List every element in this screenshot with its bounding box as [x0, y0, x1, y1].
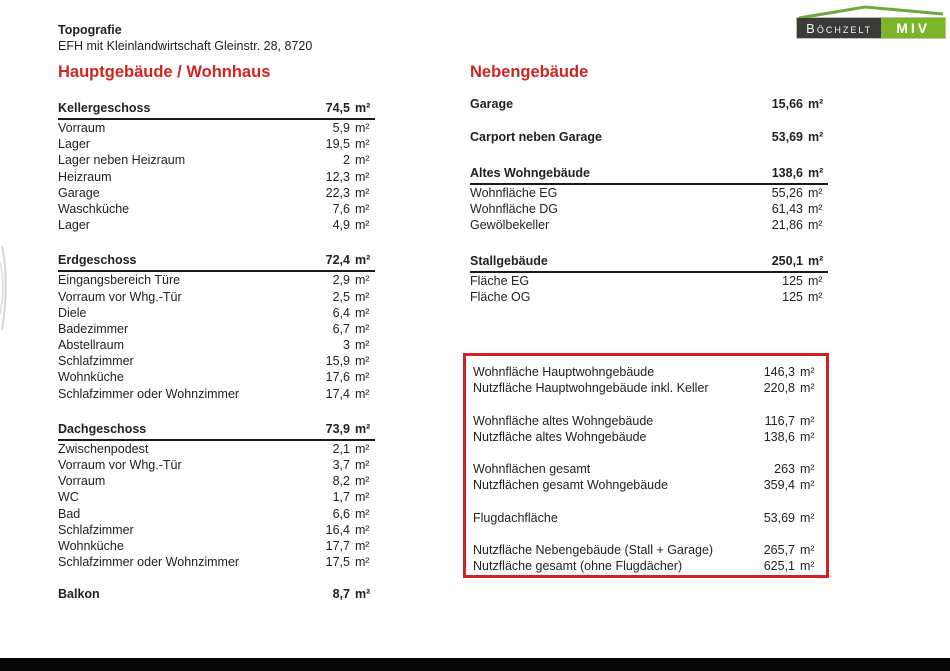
scan-artifact-strokes: [0, 244, 12, 334]
summary-box: [463, 353, 829, 578]
row-label: Wohnfläche DG: [470, 202, 559, 217]
unit-label: m²: [355, 370, 370, 385]
summary-row: [473, 413, 822, 429]
table-row: [58, 554, 375, 570]
outbuildings-column: [470, 63, 828, 305]
section-label: Erdgeschoss: [58, 253, 137, 268]
row-label: WC: [58, 490, 79, 505]
row-value: 8,2: [332, 474, 350, 489]
table-row: [58, 386, 375, 402]
section-total-value: 250,1: [771, 253, 803, 268]
row-label: Nutzfläche gesamt (ohne Flugdächer): [473, 559, 683, 574]
table-row: [58, 538, 375, 554]
table-row: [58, 489, 375, 505]
row-label: Eingangsbereich Türe: [58, 273, 181, 288]
table-row: [58, 201, 375, 217]
row-label: Bad: [58, 506, 81, 521]
table-row: [58, 522, 375, 538]
row-label: Garage: [470, 97, 514, 111]
unit-label: m²: [800, 543, 815, 558]
row-value: 1,7: [332, 490, 350, 505]
row-value: 138,6: [763, 429, 795, 444]
section-header-row: [58, 101, 375, 120]
area-section: [58, 101, 375, 233]
row-value: 359,4: [763, 478, 795, 493]
summary-row: [473, 461, 822, 477]
row-value: 2: [343, 153, 350, 168]
unit-label: m²: [800, 365, 815, 379]
unit-label: m²: [355, 386, 370, 401]
unit-label: m²: [808, 130, 824, 144]
table-row: [58, 321, 375, 337]
logo-bar: [797, 18, 945, 38]
unit-label: m²: [355, 354, 370, 369]
row-value: 263: [774, 462, 795, 477]
row-value: 3,7: [332, 458, 350, 472]
row-label: Wohnflächen gesamt: [473, 462, 591, 477]
logo-text-boechzelt: Böchzelt: [797, 18, 881, 38]
section-header-row: [58, 253, 375, 272]
row-label: Lager neben Heizraum: [58, 153, 186, 168]
row-value: 220,8: [763, 381, 795, 396]
table-row: [470, 217, 828, 233]
row-value: 4,9: [332, 218, 350, 233]
row-label: Lager: [58, 137, 90, 152]
row-value: 5,9: [332, 121, 350, 135]
unit-label: m²: [355, 253, 371, 268]
table-row: [58, 473, 375, 489]
unit-label: m²: [355, 305, 370, 320]
doc-header: [58, 22, 312, 55]
unit-label: m²: [355, 421, 371, 436]
unit-label: m²: [355, 587, 371, 602]
balcony-row: [58, 586, 375, 603]
row-label: Wohnfläche Hauptwohngebäude: [473, 365, 655, 379]
row-label: Vorraum vor Whg.-Tür: [58, 289, 182, 304]
standalone-row: [470, 129, 828, 146]
section-header-row: [470, 254, 828, 273]
row-label: Wohnfläche altes Wohngebäude: [473, 413, 654, 428]
row-value: 17,7: [325, 538, 350, 553]
doc-title: Topografie: [58, 23, 122, 37]
row-label: Fläche OG: [470, 289, 531, 304]
row-label: Vorraum: [58, 121, 106, 135]
row-value: 125: [782, 273, 803, 288]
row-value: 625,1: [763, 559, 795, 574]
row-value: 6,4: [332, 305, 350, 320]
unit-label: m²: [355, 153, 370, 168]
row-value: 146,3: [763, 365, 795, 379]
section-rows: [58, 120, 375, 233]
doc-subtitle: EFH mit Kleinlandwirtschaft Gleinstr. 28, 8720: [58, 39, 313, 53]
standalone-row: [470, 96, 828, 113]
row-value: 8,7: [332, 587, 350, 602]
unit-label: m²: [355, 101, 371, 115]
row-label: Nutzfläche altes Wohngebäude: [473, 429, 647, 444]
row-label: Schlafzimmer oder Wohnzimmer: [58, 555, 240, 570]
unit-label: m²: [355, 201, 370, 216]
row-value: 2,9: [332, 273, 350, 288]
unit-label: m²: [355, 474, 370, 489]
row-label: Zwischenpodest: [58, 441, 149, 456]
unit-label: m²: [800, 413, 815, 428]
summary-row: [473, 510, 822, 526]
unit-label: m²: [808, 166, 824, 180]
row-label: Nutzfläche Nebengebäude (Stall + Garage): [473, 543, 714, 558]
row-label: Carport neben Garage: [470, 130, 602, 144]
row-label: Flugdachfläche: [473, 510, 558, 525]
row-label: Wohnküche: [58, 370, 124, 385]
unit-label: m²: [800, 381, 815, 396]
row-label: Schlafzimmer: [58, 354, 134, 369]
unit-label: m²: [355, 522, 370, 537]
row-label: Lager: [58, 218, 90, 233]
row-label: Waschküche: [58, 201, 130, 216]
section-label: Stallgebäude: [470, 253, 548, 268]
unit-label: m²: [808, 273, 823, 288]
row-label: Gewölbekeller: [470, 218, 550, 233]
row-label: Schlafzimmer: [58, 522, 134, 537]
row-value: 17,6: [325, 370, 350, 385]
unit-label: m²: [800, 478, 815, 493]
row-label: Schlafzimmer oder Wohnzimmer: [58, 386, 240, 401]
company-logo: [797, 5, 945, 38]
section-label: Dachgeschoss: [58, 421, 147, 436]
row-value: 2,5: [332, 289, 350, 304]
table-row: [58, 169, 375, 185]
row-label: Vorraum: [58, 474, 106, 489]
unit-label: m²: [355, 490, 370, 505]
summary-group: [473, 461, 822, 494]
area-section: [470, 254, 828, 305]
area-section: [58, 253, 375, 402]
summary-group: [473, 542, 822, 575]
section-total-value: 138,6: [771, 166, 803, 180]
row-value: 55,26: [771, 186, 803, 200]
table-row: [58, 506, 375, 522]
unit-label: m²: [355, 441, 370, 456]
area-section: [470, 166, 828, 234]
row-value: 3: [343, 338, 350, 353]
unit-label: m²: [800, 559, 815, 574]
unit-label: m²: [800, 462, 815, 477]
table-row: [58, 272, 375, 288]
row-value: 2,1: [332, 441, 350, 456]
outbuildings-title: Nebengebäude: [470, 63, 589, 81]
row-value: 265,7: [763, 543, 795, 558]
section-total-value: 72,4: [325, 253, 350, 268]
summary-row: [473, 380, 822, 396]
summary-row: [473, 477, 822, 493]
main-building-title: Hauptgebäude / Wohnhaus: [58, 63, 271, 81]
summary-row: [473, 364, 822, 380]
summary-row: [473, 542, 822, 558]
table-row: [58, 152, 375, 168]
unit-label: m²: [355, 185, 370, 200]
table-row: [58, 337, 375, 353]
unit-label: m²: [355, 458, 370, 472]
summary-group-rows: [473, 461, 822, 494]
unit-label: m²: [355, 555, 370, 570]
unit-label: m²: [808, 186, 823, 200]
summary-row: [473, 429, 822, 445]
section-total-value: 73,9: [325, 421, 350, 436]
section-label: Altes Wohngebäude: [470, 166, 590, 180]
unit-label: m²: [355, 506, 370, 521]
row-label: Wohnfläche EG: [470, 186, 558, 200]
section-total-value: 74,5: [325, 101, 350, 115]
row-value: 17,4: [325, 386, 350, 401]
unit-label: m²: [808, 202, 823, 217]
row-value: 12,3: [325, 169, 350, 184]
area-section: [58, 422, 375, 571]
row-label: Nutzfläche Hauptwohngebäude inkl. Keller: [473, 381, 709, 396]
table-row: [58, 369, 375, 385]
summary-group: [473, 510, 822, 526]
summary-group: [473, 364, 822, 397]
row-label: Vorraum vor Whg.-Tür: [58, 458, 182, 472]
main-building-column: [58, 63, 375, 603]
row-value: 19,5: [325, 137, 350, 152]
row-label: Wohnküche: [58, 538, 124, 553]
table-row: [58, 217, 375, 233]
row-value: 6,7: [332, 321, 350, 336]
row-label: Heizraum: [58, 169, 112, 184]
section-rows: [58, 441, 375, 571]
unit-label: m²: [355, 218, 370, 233]
row-value: 53,69: [763, 510, 795, 525]
unit-label: m²: [808, 253, 824, 268]
summary-groups: [473, 364, 822, 575]
table-row: [470, 289, 828, 305]
section-rows: [470, 185, 828, 234]
row-value: 22,3: [325, 185, 350, 200]
table-row: [58, 120, 375, 136]
section-header-row: [58, 422, 375, 441]
row-value: 6,6: [332, 506, 350, 521]
table-row: [58, 441, 375, 457]
standalone-rows: [470, 96, 828, 146]
unit-label: m²: [355, 338, 370, 353]
row-value: 61,43: [771, 202, 803, 217]
bottom-bar: [0, 658, 950, 671]
row-value: 21,86: [771, 218, 803, 233]
summary-group-rows: [473, 510, 822, 526]
section-rows: [58, 272, 375, 402]
row-label: Abstellraum: [58, 338, 124, 353]
row-value: 15,66: [771, 97, 803, 111]
table-row: [470, 273, 828, 289]
outbuilding-sections: [470, 166, 828, 305]
row-label: Balkon: [58, 587, 100, 602]
summary-row: [473, 558, 822, 574]
row-value: 125: [782, 289, 803, 304]
summary-group: [473, 413, 822, 446]
section-label: Kellergeschoss: [58, 101, 151, 115]
table-row: [58, 305, 375, 321]
row-value: 53,69: [771, 130, 803, 144]
row-value: 17,5: [325, 555, 350, 570]
unit-label: m²: [355, 169, 370, 184]
row-label: Fläche EG: [470, 273, 530, 288]
unit-label: m²: [355, 137, 370, 152]
table-row: [58, 289, 375, 305]
row-label: Garage: [58, 185, 100, 200]
row-value: 116,7: [764, 413, 795, 428]
section-rows: [470, 273, 828, 305]
table-row: [58, 353, 375, 369]
unit-label: m²: [355, 273, 370, 288]
logo-text-miv: MIV: [881, 18, 945, 38]
summary-group-rows: [473, 364, 822, 397]
table-row: [58, 457, 375, 473]
section-header-row: [470, 166, 828, 185]
row-label: Diele: [58, 305, 87, 320]
unit-label: m²: [355, 321, 370, 336]
row-label: Badezimmer: [58, 321, 129, 336]
table-row: [470, 185, 828, 201]
main-building-sections: [58, 101, 375, 570]
unit-label: m²: [808, 289, 823, 304]
unit-label: m²: [800, 510, 815, 525]
scan-artifact: [0, 244, 12, 339]
unit-label: m²: [808, 97, 824, 111]
unit-label: m²: [800, 429, 815, 444]
row-value: 15,9: [325, 354, 350, 369]
row-value: 7,6: [332, 201, 350, 216]
unit-label: m²: [355, 121, 370, 135]
table-row: [58, 136, 375, 152]
unit-label: m²: [355, 289, 370, 304]
row-label: Nutzflächen gesamt Wohngebäude: [473, 478, 669, 493]
summary-group-rows: [473, 413, 822, 446]
summary-group-rows: [473, 542, 822, 575]
table-row: [58, 185, 375, 201]
unit-label: m²: [355, 538, 370, 553]
unit-label: m²: [808, 218, 823, 233]
row-value: 16,4: [325, 522, 350, 537]
table-row: [470, 201, 828, 217]
